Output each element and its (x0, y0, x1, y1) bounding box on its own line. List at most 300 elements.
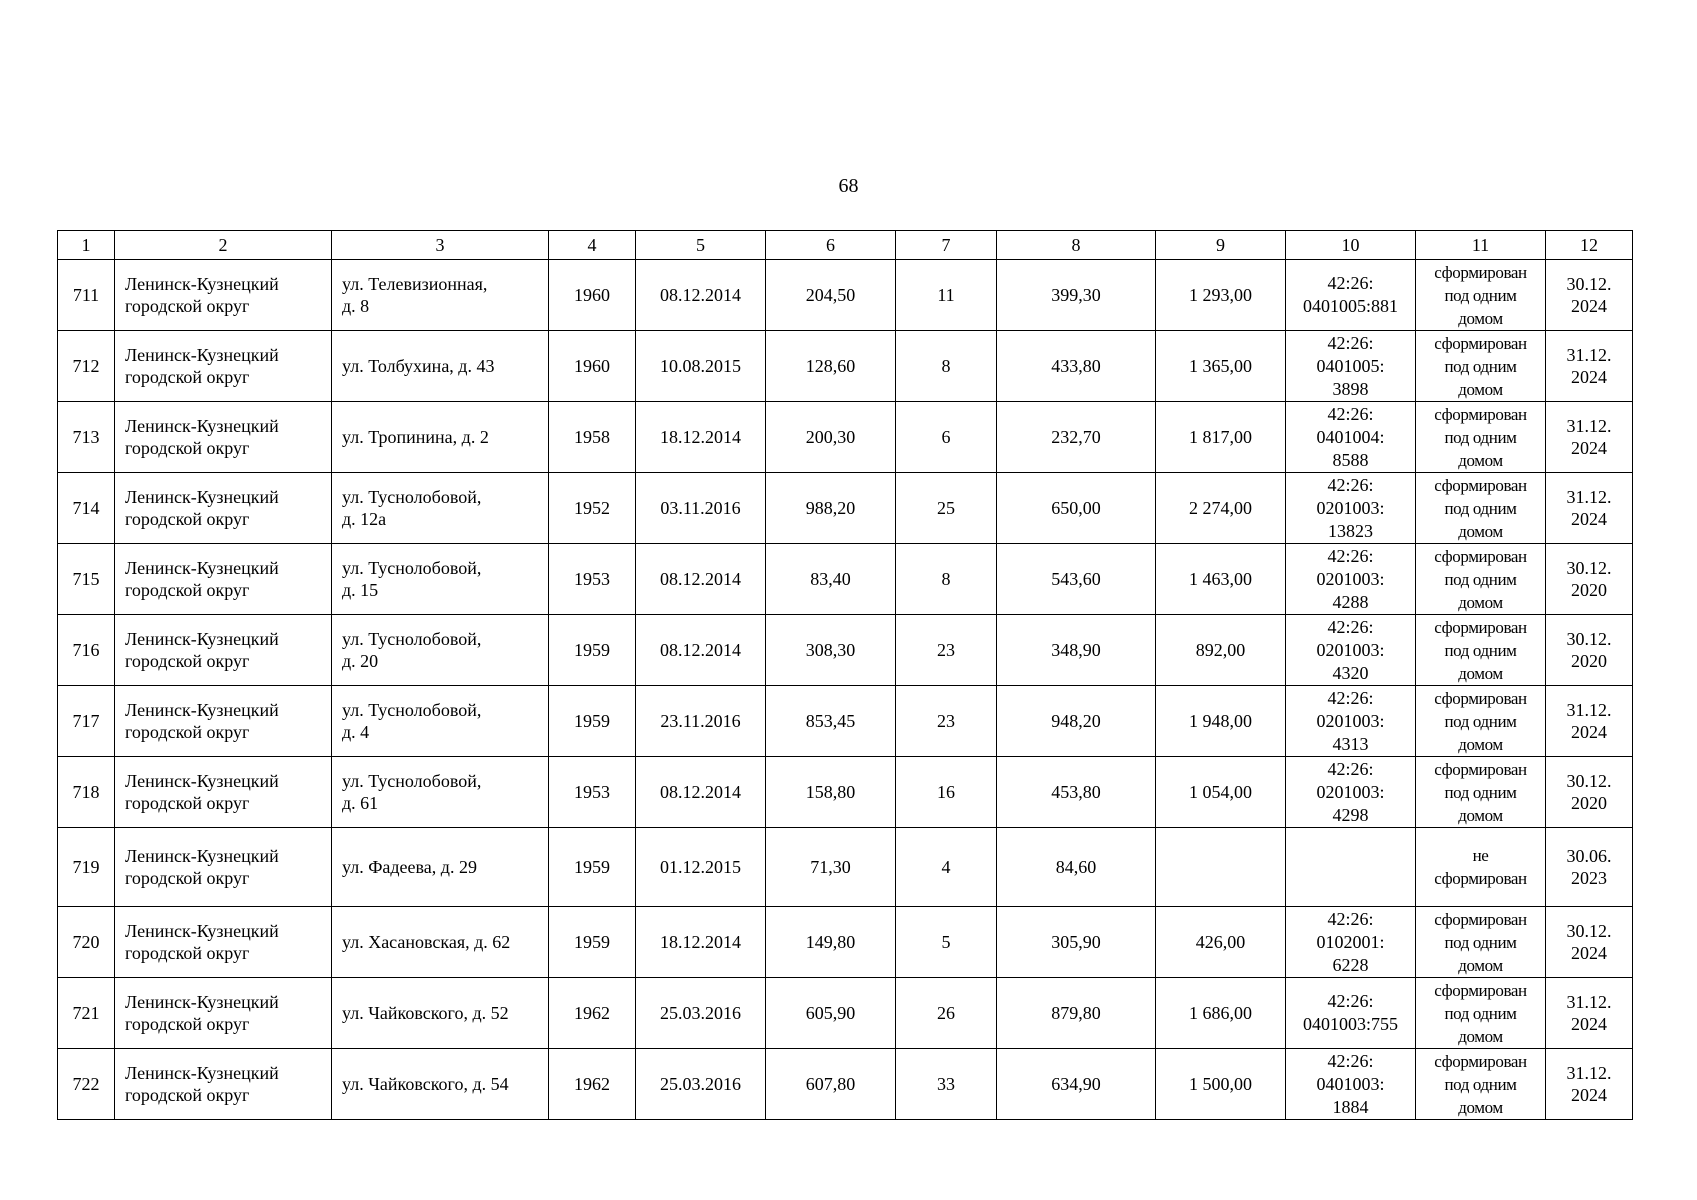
count-cell: 8 (896, 331, 997, 402)
header-cell-11: 11 (1416, 231, 1546, 260)
address-cell-line: ул. Туснолобовой, (342, 487, 482, 507)
cadastral-number-cell (1286, 402, 1416, 473)
land-status-cell-line: не (1472, 846, 1489, 865)
deadline-cell (1546, 978, 1633, 1049)
deadline-cell (1546, 260, 1633, 331)
area-a-cell: 200,30 (766, 402, 896, 473)
area-a-cell: 71,30 (766, 828, 896, 907)
deadline-cell-line: 30.12. (1566, 629, 1612, 649)
land-status-cell (1416, 544, 1546, 615)
cadastral-number-cell-line: 42:26: (1327, 758, 1374, 779)
address-cell (332, 260, 549, 331)
row-number-cell: 720 (58, 907, 115, 978)
address-cell-line: ул. Туснолобовой, (342, 771, 482, 791)
deadline-cell (1546, 473, 1633, 544)
address-cell (332, 402, 549, 473)
land-status-cell-line: сформирован (1434, 869, 1527, 888)
area-a-cell: 607,80 (766, 1049, 896, 1120)
table-body (58, 231, 1633, 1120)
land-status-cell-line: сформирован (1434, 546, 1527, 566)
land-status-cell-line: домом (1458, 955, 1503, 975)
table-row (58, 260, 1633, 331)
land-status-cell-line: под одним (1444, 1074, 1517, 1094)
land-status-cell-line: сформирован (1434, 333, 1527, 353)
land-status-cell (1416, 978, 1546, 1049)
area-a-cell: 853,45 (766, 686, 896, 757)
table-row (58, 473, 1633, 544)
cadastral-number-cell-line: 42:26: (1327, 991, 1374, 1011)
cadastral-number-cell-line: 42:26: (1327, 273, 1374, 293)
municipality-cell-line: Ленинск-Кузнецкий (125, 274, 279, 294)
municipality-cell-line: Ленинск-Кузнецкий (125, 487, 279, 507)
land-status-cell-line: домом (1458, 521, 1503, 541)
area-c-cell: 1 365,00 (1156, 331, 1286, 402)
count-cell: 8 (896, 544, 997, 615)
cadastral-number-cell (1286, 1049, 1416, 1120)
area-b-cell: 348,90 (997, 615, 1156, 686)
date-cell: 25.03.2016 (636, 1049, 766, 1120)
municipality-cell (115, 544, 332, 615)
year-cell: 1953 (549, 544, 636, 615)
deadline-cell-line: 2024 (1571, 1014, 1607, 1034)
municipality-cell-line: городской округ (125, 1085, 250, 1105)
cadastral-number-cell-line: 0401005:881 (1302, 296, 1398, 316)
row-number-cell: 717 (58, 686, 115, 757)
land-status-cell (1416, 757, 1546, 828)
area-a-cell: 83,40 (766, 544, 896, 615)
area-c-cell: 1 948,00 (1156, 686, 1286, 757)
cadastral-number-cell-line: 42:26: (1327, 616, 1374, 637)
header-cell-9: 9 (1156, 231, 1286, 260)
header-cell-8: 8 (997, 231, 1156, 260)
cadastral-number-cell (1286, 331, 1416, 402)
land-status-cell (1416, 1049, 1546, 1120)
area-a-cell: 158,80 (766, 757, 896, 828)
municipality-cell-line: городской округ (125, 509, 250, 529)
municipality-cell (115, 260, 332, 331)
area-c-cell: 1 817,00 (1156, 402, 1286, 473)
cadastral-number-cell-line: 42:26: (1327, 474, 1374, 495)
land-status-cell (1416, 473, 1546, 544)
cadastral-number-cell-line: 42:26: (1327, 332, 1374, 353)
address-cell-line: ул. Чайковского, д. 52 (342, 1003, 509, 1023)
deadline-cell-line: 2020 (1571, 651, 1607, 671)
date-cell: 18.12.2014 (636, 907, 766, 978)
cadastral-number-cell-line: 0201003: (1316, 781, 1385, 802)
date-cell: 03.11.2016 (636, 473, 766, 544)
address-cell (332, 828, 549, 907)
year-cell: 1959 (549, 828, 636, 907)
count-cell: 23 (896, 686, 997, 757)
address-cell (332, 907, 549, 978)
area-c-cell: 1 463,00 (1156, 544, 1286, 615)
land-status-cell-line: под одним (1444, 569, 1517, 589)
date-cell: 01.12.2015 (636, 828, 766, 907)
cadastral-number-cell (1286, 686, 1416, 757)
address-cell-line: д. 61 (342, 793, 379, 813)
land-status-cell-line: сформирован (1434, 1051, 1527, 1071)
municipality-cell-line: Ленинск-Кузнецкий (125, 345, 279, 365)
address-cell-line: д. 8 (342, 296, 370, 316)
area-b-cell: 948,20 (997, 686, 1156, 757)
table-row (58, 544, 1633, 615)
land-status-cell-line: домом (1458, 379, 1503, 399)
cadastral-number-cell (1286, 473, 1416, 544)
cadastral-number-cell-line: 4288 (1332, 591, 1369, 612)
year-cell: 1959 (549, 615, 636, 686)
address-cell-line: ул. Толбухина, д. 43 (342, 356, 495, 376)
header-cell-1: 1 (58, 231, 115, 260)
deadline-cell-line: 31.12. (1566, 992, 1612, 1012)
area-b-cell: 305,90 (997, 907, 1156, 978)
table-row (58, 1049, 1633, 1120)
land-status-cell-line: под одним (1444, 356, 1517, 376)
land-status-cell-line: домом (1458, 663, 1503, 683)
municipality-cell-line: Ленинск-Кузнецкий (125, 992, 279, 1012)
area-a-cell: 149,80 (766, 907, 896, 978)
date-cell: 08.12.2014 (636, 615, 766, 686)
land-status-cell-line: сформирован (1434, 909, 1527, 929)
address-cell (332, 686, 549, 757)
year-cell: 1958 (549, 402, 636, 473)
cadastral-number-cell-line: 3898 (1332, 378, 1369, 399)
land-status-cell-line: сформирован (1434, 475, 1527, 495)
land-status-cell-line: сформирован (1434, 404, 1527, 424)
land-status-cell-line: сформирован (1434, 688, 1527, 708)
row-number-cell: 722 (58, 1049, 115, 1120)
row-number-cell: 714 (58, 473, 115, 544)
address-cell-line: ул. Телевизионная, (342, 274, 488, 294)
land-status-cell-line: под одним (1444, 932, 1517, 952)
count-cell: 33 (896, 1049, 997, 1120)
count-cell: 23 (896, 615, 997, 686)
area-c-cell: 426,00 (1156, 907, 1286, 978)
cadastral-number-cell-line: 0401004: (1316, 426, 1385, 447)
year-cell: 1962 (549, 978, 636, 1049)
table-row (58, 828, 1633, 907)
header-cell-4: 4 (549, 231, 636, 260)
cadastral-number-cell-line: 0201003: (1316, 568, 1385, 589)
land-status-cell-line: под одним (1444, 640, 1517, 660)
cadastral-number-cell-line: 0201003: (1316, 639, 1385, 660)
municipality-cell-line: Ленинск-Кузнецкий (125, 700, 279, 720)
land-status-cell-line: под одним (1444, 711, 1517, 731)
municipality-cell-line: городской округ (125, 868, 250, 888)
municipality-cell-line: городской округ (125, 722, 250, 742)
address-cell (332, 1049, 549, 1120)
municipality-cell (115, 907, 332, 978)
land-status-cell-line: под одним (1444, 498, 1517, 518)
municipality-cell (115, 615, 332, 686)
address-cell-line: ул. Туснолобовой, (342, 558, 482, 578)
land-status-cell (1416, 828, 1546, 907)
cadastral-number-cell-line: 42:26: (1327, 1050, 1374, 1071)
date-cell: 18.12.2014 (636, 402, 766, 473)
area-b-cell: 232,70 (997, 402, 1156, 473)
area-c-cell: 1 293,00 (1156, 260, 1286, 331)
cadastral-number-cell (1286, 757, 1416, 828)
header-cell-5: 5 (636, 231, 766, 260)
municipality-cell-line: городской округ (125, 438, 250, 458)
municipality-cell (115, 828, 332, 907)
cadastral-number-cell (1286, 978, 1416, 1049)
date-cell: 08.12.2014 (636, 544, 766, 615)
land-status-cell-line: сформирован (1434, 262, 1527, 282)
deadline-cell-line: 30.06. (1566, 846, 1612, 866)
header-cell-2: 2 (115, 231, 332, 260)
deadline-cell (1546, 331, 1633, 402)
count-cell: 11 (896, 260, 997, 331)
cadastral-number-cell-line: 42:26: (1327, 403, 1374, 424)
municipality-cell (115, 331, 332, 402)
row-number-cell: 713 (58, 402, 115, 473)
area-c-cell: 1 054,00 (1156, 757, 1286, 828)
deadline-cell (1546, 757, 1633, 828)
land-status-cell-line: сформирован (1434, 617, 1527, 637)
land-status-cell-line: домом (1458, 805, 1503, 825)
count-cell: 25 (896, 473, 997, 544)
area-a-cell: 128,60 (766, 331, 896, 402)
cadastral-number-cell (1286, 544, 1416, 615)
land-status-cell-line: под одним (1444, 427, 1517, 447)
land-status-cell (1416, 686, 1546, 757)
address-cell-line: ул. Чайковского, д. 54 (342, 1074, 509, 1094)
count-cell: 4 (896, 828, 997, 907)
cadastral-number-cell-line: 42:26: (1327, 687, 1374, 708)
land-status-cell (1416, 907, 1546, 978)
page-number: 68 (838, 175, 859, 197)
land-status-cell-line: домом (1458, 592, 1503, 612)
table-row (58, 402, 1633, 473)
table-row (58, 907, 1633, 978)
land-status-cell (1416, 402, 1546, 473)
count-cell: 26 (896, 978, 997, 1049)
land-status-cell-line: сформирован (1434, 759, 1527, 779)
area-a-cell: 605,90 (766, 978, 896, 1049)
area-a-cell: 308,30 (766, 615, 896, 686)
table-row (58, 686, 1633, 757)
address-cell (332, 331, 549, 402)
land-status-cell-line: под одним (1444, 1003, 1517, 1023)
date-cell: 08.12.2014 (636, 260, 766, 331)
date-cell: 25.03.2016 (636, 978, 766, 1049)
municipality-cell-line: Ленинск-Кузнецкий (125, 771, 279, 791)
land-status-cell (1416, 615, 1546, 686)
area-c-cell: 1 686,00 (1156, 978, 1286, 1049)
cadastral-number-cell-line: 0401005: (1316, 355, 1385, 376)
deadline-cell-line: 31.12. (1566, 1063, 1612, 1083)
deadline-cell (1546, 907, 1633, 978)
address-cell-line: ул. Туснолобовой, (342, 629, 482, 649)
municipality-cell (115, 686, 332, 757)
row-number-cell: 718 (58, 757, 115, 828)
address-cell (332, 757, 549, 828)
land-status-cell-line: под одним (1444, 782, 1517, 802)
municipality-cell-line: городской округ (125, 296, 250, 316)
cadastral-number-cell-line: 4298 (1332, 804, 1369, 825)
cadastral-number-cell-line: 0401003: (1316, 1073, 1385, 1094)
table-row (58, 757, 1633, 828)
municipality-cell (115, 978, 332, 1049)
municipality-cell-line: городской округ (125, 943, 250, 963)
address-cell-line: ул. Фадеева, д. 29 (342, 857, 477, 877)
land-status-cell-line: домом (1458, 734, 1503, 754)
area-a-cell: 988,20 (766, 473, 896, 544)
cadastral-number-cell-line: 0102001: (1316, 931, 1385, 952)
address-cell-line: д. 15 (342, 580, 379, 600)
header-cell-10: 10 (1286, 231, 1416, 260)
deadline-cell (1546, 1049, 1633, 1120)
municipality-cell-line: Ленинск-Кузнецкий (125, 416, 279, 436)
address-cell-line: ул. Туснолобовой, (342, 700, 482, 720)
area-c-cell (1156, 828, 1286, 907)
cadastral-number-cell-line: 13823 (1328, 520, 1373, 541)
cadastral-number-cell-line: 1884 (1332, 1096, 1369, 1117)
row-number-cell: 715 (58, 544, 115, 615)
deadline-cell-line: 30.12. (1566, 921, 1612, 941)
municipality-cell (115, 1049, 332, 1120)
deadline-cell-line: 30.12. (1566, 558, 1612, 578)
deadline-cell (1546, 402, 1633, 473)
municipality-cell-line: городской округ (125, 651, 250, 671)
cadastral-number-cell-line: 42:26: (1327, 908, 1374, 929)
address-cell (332, 615, 549, 686)
municipality-cell (115, 473, 332, 544)
cadastral-number-cell-line: 0401003:755 (1302, 1014, 1398, 1034)
table-row (58, 615, 1633, 686)
deadline-cell-line: 2020 (1571, 793, 1607, 813)
municipality-cell (115, 757, 332, 828)
municipality-cell-line: городской округ (125, 793, 250, 813)
cadastral-number-cell-line: 0201003: (1316, 497, 1385, 518)
deadline-cell (1546, 686, 1633, 757)
cadastral-number-cell-line: 8588 (1332, 449, 1369, 470)
row-number-cell: 719 (58, 828, 115, 907)
deadline-cell-line: 2024 (1571, 438, 1607, 458)
deadline-cell-line: 30.12. (1566, 274, 1612, 294)
land-status-cell (1416, 331, 1546, 402)
area-b-cell: 84,60 (997, 828, 1156, 907)
deadline-cell (1546, 615, 1633, 686)
land-status-cell (1416, 260, 1546, 331)
municipality-cell-line: городской округ (125, 367, 250, 387)
date-cell: 08.12.2014 (636, 757, 766, 828)
year-cell: 1960 (549, 331, 636, 402)
municipality-cell-line: Ленинск-Кузнецкий (125, 1063, 279, 1083)
deadline-cell-line: 2023 (1571, 868, 1607, 888)
deadline-cell (1546, 544, 1633, 615)
land-status-cell-line: домом (1458, 450, 1503, 470)
cadastral-number-cell (1286, 907, 1416, 978)
row-number-cell: 712 (58, 331, 115, 402)
table-row (58, 978, 1633, 1049)
address-cell (332, 978, 549, 1049)
area-b-cell: 634,90 (997, 1049, 1156, 1120)
housing-registry-table (57, 230, 1633, 1120)
area-b-cell: 399,30 (997, 260, 1156, 331)
cadastral-number-cell (1286, 828, 1416, 907)
deadline-cell-line: 2024 (1571, 722, 1607, 742)
address-cell-line: д. 20 (342, 651, 379, 671)
cadastral-number-cell-line: 42:26: (1327, 545, 1374, 566)
row-number-cell: 711 (58, 260, 115, 331)
area-a-cell: 204,50 (766, 260, 896, 331)
area-b-cell: 433,80 (997, 331, 1156, 402)
year-cell: 1962 (549, 1049, 636, 1120)
deadline-cell-line: 2024 (1571, 943, 1607, 963)
count-cell: 16 (896, 757, 997, 828)
year-cell: 1959 (549, 686, 636, 757)
land-status-cell-line: домом (1458, 1097, 1503, 1117)
deadline-cell-line: 31.12. (1566, 416, 1612, 436)
area-c-cell: 1 500,00 (1156, 1049, 1286, 1120)
area-c-cell: 892,00 (1156, 615, 1286, 686)
address-cell-line: д. 12а (342, 509, 387, 529)
count-cell: 6 (896, 402, 997, 473)
cadastral-number-cell-line: 4313 (1332, 733, 1369, 754)
count-cell: 5 (896, 907, 997, 978)
municipality-cell-line: Ленинск-Кузнецкий (125, 846, 279, 866)
year-cell: 1952 (549, 473, 636, 544)
land-status-cell-line: домом (1458, 1026, 1503, 1046)
row-number-cell: 721 (58, 978, 115, 1049)
deadline-cell-line: 2024 (1571, 296, 1607, 316)
date-cell: 10.08.2015 (636, 331, 766, 402)
municipality-cell-line: городской округ (125, 580, 250, 600)
deadline-cell-line: 2024 (1571, 367, 1607, 387)
cadastral-number-cell-line: 4320 (1332, 662, 1369, 683)
header-cell-12: 12 (1546, 231, 1633, 260)
year-cell: 1959 (549, 907, 636, 978)
address-cell-line: ул. Тропинина, д. 2 (342, 427, 489, 447)
deadline-cell-line: 31.12. (1566, 345, 1612, 365)
area-b-cell: 650,00 (997, 473, 1156, 544)
cadastral-number-cell (1286, 260, 1416, 331)
address-cell (332, 473, 549, 544)
year-cell: 1953 (549, 757, 636, 828)
area-b-cell: 879,80 (997, 978, 1156, 1049)
address-cell-line: ул. Хасановская, д. 62 (342, 932, 511, 952)
land-status-cell-line: сформирован (1434, 980, 1527, 1000)
deadline-cell-line: 2024 (1571, 509, 1607, 529)
header-cell-3: 3 (332, 231, 549, 260)
table-header-row (58, 231, 1633, 260)
area-b-cell: 543,60 (997, 544, 1156, 615)
deadline-cell-line: 31.12. (1566, 487, 1612, 507)
cadastral-number-cell-line: 6228 (1332, 954, 1369, 975)
municipality-cell-line: Ленинск-Кузнецкий (125, 629, 279, 649)
area-b-cell: 453,80 (997, 757, 1156, 828)
header-cell-6: 6 (766, 231, 896, 260)
header-cell-7: 7 (896, 231, 997, 260)
deadline-cell-line: 2020 (1571, 580, 1607, 600)
municipality-cell (115, 402, 332, 473)
table-row (58, 331, 1633, 402)
year-cell: 1960 (549, 260, 636, 331)
cadastral-number-cell-line: 0201003: (1316, 710, 1385, 731)
land-status-cell-line: под одним (1444, 285, 1517, 305)
address-cell-line: д. 4 (342, 722, 370, 742)
area-c-cell: 2 274,00 (1156, 473, 1286, 544)
deadline-cell (1546, 828, 1633, 907)
municipality-cell-line: городской округ (125, 1014, 250, 1034)
deadline-cell-line: 31.12. (1566, 700, 1612, 720)
land-status-cell-line: домом (1458, 308, 1503, 328)
cadastral-number-cell (1286, 615, 1416, 686)
date-cell: 23.11.2016 (636, 686, 766, 757)
municipality-cell-line: Ленинск-Кузнецкий (125, 558, 279, 578)
municipality-cell-line: Ленинск-Кузнецкий (125, 921, 279, 941)
